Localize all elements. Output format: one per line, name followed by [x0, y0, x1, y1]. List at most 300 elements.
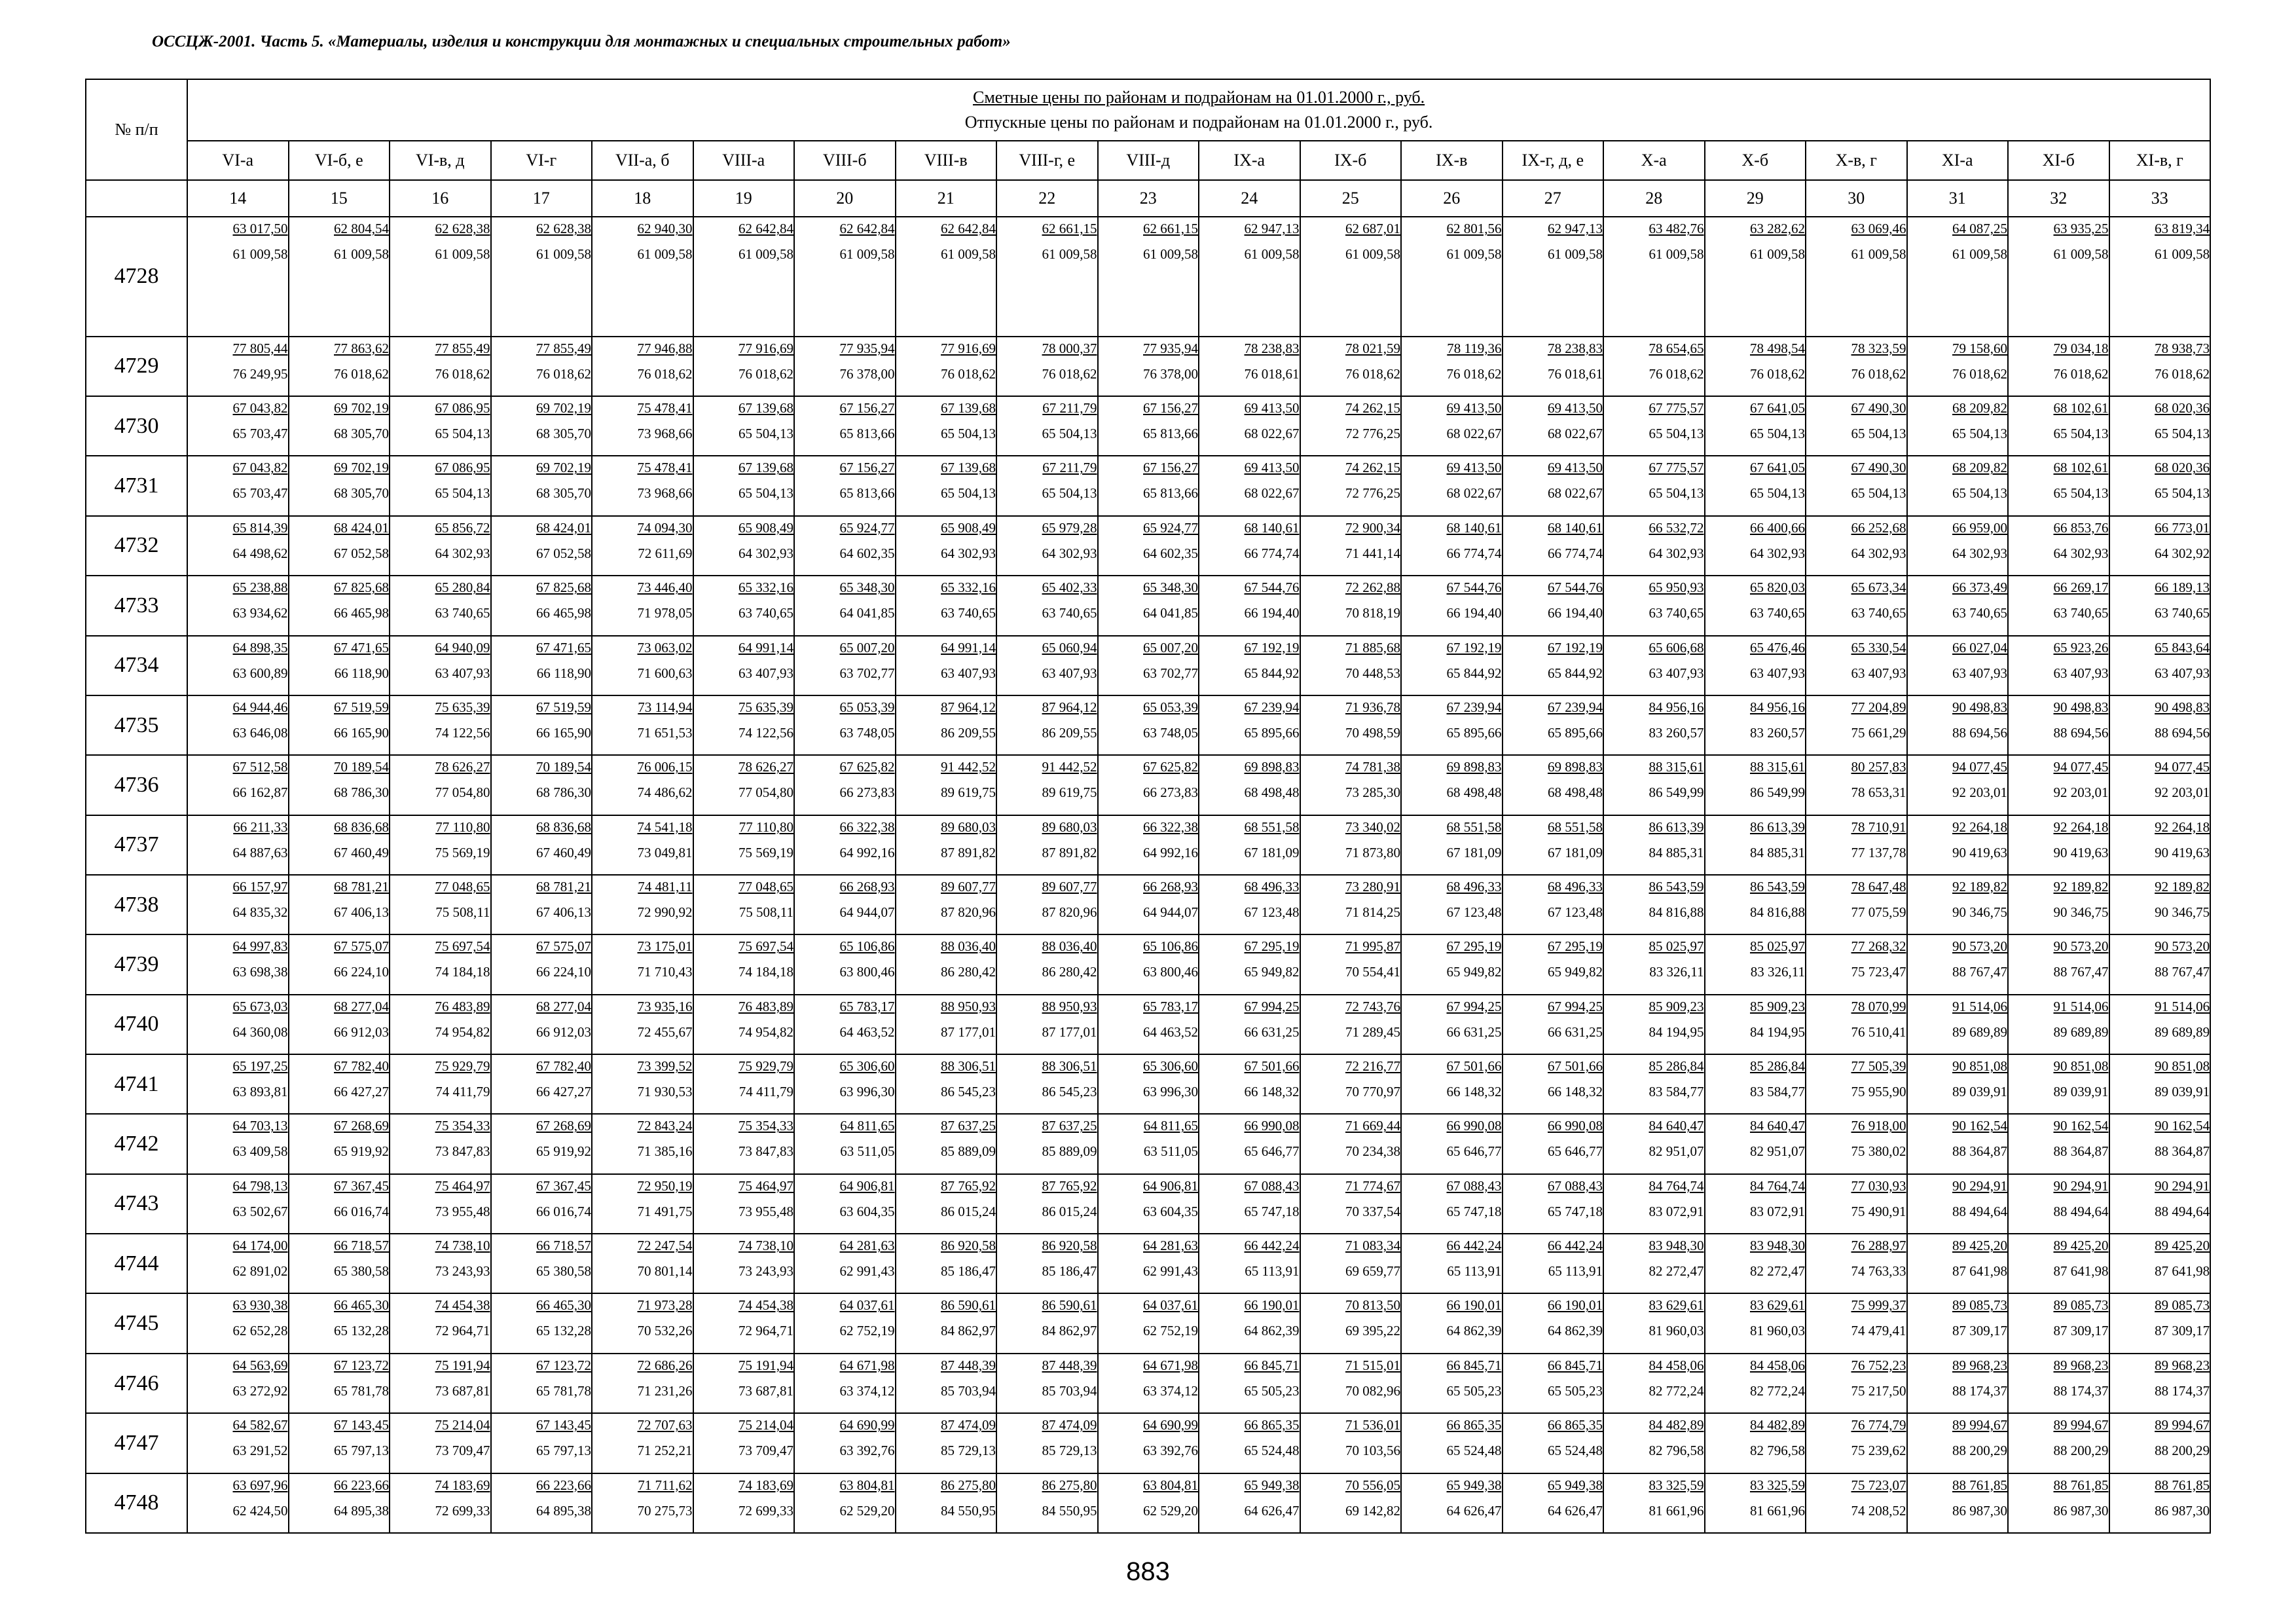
- column-index: 26: [1401, 180, 1503, 217]
- price-cell: [1098, 755, 1199, 815]
- price-cell: [896, 337, 997, 396]
- estimated-price: 66 442,24: [1446, 1238, 1502, 1254]
- estimated-price: 64 281,63: [1143, 1238, 1198, 1254]
- estimated-price: 68 424,01: [536, 519, 591, 536]
- estimated-price: 70 189,54: [536, 759, 591, 775]
- release-price: 82 796,58: [1750, 1443, 1805, 1459]
- release-price: 63 740,65: [738, 605, 793, 621]
- estimated-price: 77 110,80: [435, 819, 490, 835]
- estimated-price: 63 804,81: [839, 1477, 895, 1493]
- estimated-price: 90 851,08: [1952, 1058, 2007, 1075]
- estimated-price: 65 330,54: [1851, 639, 1906, 655]
- release-price: 63 800,46: [1143, 964, 1198, 980]
- release-price: 63 600,89: [232, 665, 288, 681]
- release-price: 65 813,66: [839, 426, 895, 442]
- release-price: 63 272,92: [232, 1382, 288, 1399]
- estimated-price: 87 474,09: [941, 1417, 996, 1433]
- price-cell: [2008, 1413, 2109, 1473]
- release-price: 89 039,91: [2053, 1084, 2109, 1100]
- release-price: 81 960,03: [1649, 1323, 1704, 1339]
- estimated-price: 63 697,96: [232, 1477, 288, 1493]
- release-price: 87 309,17: [2155, 1323, 2210, 1339]
- release-price: 86 987,30: [2155, 1502, 2210, 1519]
- estimated-price: 67 086,95: [435, 400, 490, 416]
- price-cell: [1806, 815, 1907, 875]
- release-price: 76 018,62: [1952, 365, 2007, 382]
- price-cell: [1199, 1354, 1300, 1413]
- estimated-price: 90 573,20: [2155, 938, 2210, 955]
- row-number: 4730: [86, 396, 187, 456]
- price-cell: [1098, 1473, 1199, 1533]
- release-price: 87 820,96: [941, 904, 996, 920]
- column-index: 17: [491, 180, 592, 217]
- release-price: 87 309,17: [2053, 1323, 2109, 1339]
- estimated-price: 79 034,18: [2053, 340, 2109, 356]
- price-cell: [1907, 1293, 2009, 1353]
- price-cell: [2008, 576, 2109, 635]
- estimated-price: 89 425,20: [2155, 1238, 2210, 1254]
- estimated-price: 66 322,38: [1143, 819, 1198, 835]
- release-price: 65 504,13: [435, 485, 490, 502]
- price-cell: [2109, 516, 2211, 576]
- release-price: 65 504,13: [2155, 485, 2210, 502]
- release-price: 71 814,25: [1345, 904, 1400, 920]
- release-price: 71 651,53: [637, 724, 693, 741]
- estimated-price: 75 929,79: [435, 1058, 490, 1075]
- release-price: 61 009,58: [1952, 246, 2007, 262]
- price-cell: [289, 396, 390, 456]
- table-row: [86, 755, 2210, 815]
- estimated-price: 66 400,66: [1750, 519, 1805, 536]
- estimated-price: 66 718,57: [536, 1238, 591, 1254]
- release-price: 64 602,35: [839, 545, 895, 561]
- price-cell: [2008, 755, 2109, 815]
- release-price: 61 009,58: [1548, 246, 1603, 262]
- estimated-price: 88 036,40: [941, 938, 996, 955]
- release-price: 66 631,25: [1548, 1024, 1603, 1040]
- release-price: 66 631,25: [1446, 1024, 1502, 1040]
- price-cell: [794, 396, 896, 456]
- release-price: 71 710,43: [637, 964, 693, 980]
- estimated-price: 70 189,54: [334, 759, 389, 775]
- release-price: 87 820,96: [1042, 904, 1097, 920]
- price-cell: [1603, 516, 1705, 576]
- table-row: [86, 1234, 2210, 1293]
- release-price: 88 767,47: [2155, 964, 2210, 980]
- release-price: 86 280,42: [941, 964, 996, 980]
- estimated-price: 66 322,38: [839, 819, 895, 835]
- release-price: 88 200,29: [2053, 1443, 2109, 1459]
- estimated-price: 62 947,13: [1244, 221, 1300, 236]
- estimated-price: 71 711,62: [638, 1477, 693, 1493]
- release-price: 67 460,49: [536, 844, 591, 860]
- release-price: 65 113,91: [1447, 1263, 1502, 1280]
- estimated-price: 83 629,61: [1649, 1297, 1704, 1314]
- estimated-price: 67 211,79: [1042, 460, 1097, 476]
- estimated-price: 67 192,19: [1244, 639, 1300, 655]
- price-cell: [794, 456, 896, 515]
- estimated-price: 65 348,30: [839, 580, 895, 596]
- release-price: 73 955,48: [738, 1203, 793, 1219]
- price-cell: [1705, 576, 1806, 635]
- release-price: 65 505,23: [1244, 1382, 1300, 1399]
- price-cell: [289, 1354, 390, 1413]
- estimated-price: 77 505,39: [1851, 1058, 1906, 1075]
- estimated-price: 67 825,68: [536, 580, 591, 596]
- estimated-price: 69 413,50: [1244, 400, 1300, 416]
- release-price: 71 873,80: [1345, 844, 1400, 860]
- release-price: 68 305,70: [536, 485, 591, 502]
- release-price: 64 887,63: [232, 844, 288, 860]
- table-row: [86, 217, 2210, 337]
- price-cell: [693, 1354, 795, 1413]
- estimated-price: 83 948,30: [1750, 1238, 1805, 1254]
- estimated-price: 84 458,06: [1750, 1357, 1805, 1373]
- release-price: 66 016,74: [334, 1203, 389, 1219]
- release-price: 70 337,54: [1345, 1203, 1400, 1219]
- release-price: 82 796,58: [1649, 1443, 1704, 1459]
- estimated-price: 75 478,41: [637, 400, 693, 416]
- price-cell: [1705, 755, 1806, 815]
- release-price: 67 460,49: [334, 844, 389, 860]
- price-cell: [1199, 1054, 1300, 1114]
- release-price: 63 800,46: [839, 964, 895, 980]
- estimated-price: 67 295,19: [1244, 938, 1300, 955]
- region-column-header: IX-г, д, е: [1503, 141, 1604, 180]
- price-cell: [2109, 217, 2211, 337]
- estimated-price: 65 783,17: [1143, 998, 1198, 1014]
- estimated-price: 86 920,58: [941, 1238, 996, 1254]
- estimated-price: 62 661,15: [1042, 221, 1097, 236]
- release-price: 88 364,87: [2053, 1143, 2109, 1160]
- release-price: 67 123,48: [1548, 904, 1603, 920]
- estimated-price: 65 949,38: [1548, 1477, 1603, 1493]
- estimated-price: 62 642,84: [839, 221, 895, 236]
- price-cell: [1199, 1293, 1300, 1353]
- price-cell: [996, 1293, 1098, 1353]
- price-cell: [1300, 217, 1402, 337]
- release-price: 74 486,62: [637, 784, 693, 801]
- release-price: 76 018,62: [2155, 365, 2210, 382]
- estimated-price: 87 765,92: [941, 1177, 996, 1194]
- price-cell: [1806, 217, 1907, 337]
- price-cell: [1705, 815, 1806, 875]
- price-cell: [491, 516, 592, 576]
- region-column-header: X-а: [1603, 141, 1705, 180]
- release-price: 87 641,98: [1952, 1263, 2007, 1280]
- price-cell: [1300, 516, 1402, 576]
- release-price: 65 949,82: [1446, 964, 1502, 980]
- price-cell: [2109, 576, 2211, 635]
- release-price: 65 504,13: [1750, 426, 1805, 442]
- release-price: 74 184,18: [738, 964, 793, 980]
- price-cell: [1907, 995, 2009, 1054]
- price-cell: [390, 875, 491, 934]
- price-cell: [187, 636, 289, 695]
- price-cell: [896, 1293, 997, 1353]
- price-cell: [1503, 456, 1604, 515]
- release-price: 66 118,90: [536, 665, 591, 681]
- price-cell: [1503, 995, 1604, 1054]
- price-cell: [1806, 875, 1907, 934]
- estimated-price: 90 162,54: [2053, 1118, 2109, 1134]
- estimated-price: 87 964,12: [1042, 699, 1097, 715]
- release-price: 90 419,63: [2053, 844, 2109, 860]
- row-number: 4732: [86, 516, 187, 576]
- estimated-price: 63 017,50: [232, 221, 288, 236]
- estimated-price: 62 661,15: [1143, 221, 1198, 236]
- price-cell: [1603, 217, 1705, 337]
- price-cell: [1603, 1354, 1705, 1413]
- price-cell: [491, 995, 592, 1054]
- price-cell: [2109, 1114, 2211, 1173]
- release-price: 64 602,35: [1143, 545, 1198, 561]
- estimated-price: 68 781,21: [334, 878, 389, 895]
- price-cell: [996, 1054, 1098, 1114]
- price-cell: [794, 1174, 896, 1234]
- release-price: 64 463,52: [839, 1024, 895, 1040]
- release-price: 84 194,95: [1649, 1024, 1704, 1040]
- estimated-price: 67 268,69: [334, 1118, 389, 1134]
- price-cell: [491, 1234, 592, 1293]
- price-cell: [1098, 396, 1199, 456]
- estimated-price: 66 845,71: [1446, 1357, 1502, 1373]
- release-price: 77 054,80: [738, 784, 793, 801]
- price-cell: [592, 516, 693, 576]
- estimated-price: 86 613,39: [1649, 819, 1704, 835]
- release-price: 88 200,29: [1952, 1443, 2007, 1459]
- table-row: [86, 1114, 2210, 1173]
- release-price: 74 122,56: [738, 724, 793, 741]
- release-price: 68 786,30: [334, 784, 389, 801]
- estimated-price: 74 183,69: [435, 1477, 490, 1493]
- release-price: 70 554,41: [1345, 964, 1400, 980]
- table-row: [86, 516, 2210, 576]
- price-cell: [187, 337, 289, 396]
- estimated-price: 92 189,82: [2155, 878, 2210, 895]
- estimated-price: 63 819,34: [2155, 221, 2210, 236]
- release-price: 86 209,55: [1042, 724, 1097, 741]
- estimated-price: 78 021,59: [1345, 340, 1400, 356]
- estimated-price: 88 761,85: [1952, 1477, 2007, 1493]
- estimated-price: 76 288,97: [1851, 1238, 1906, 1254]
- release-price: 86 987,30: [1952, 1502, 2007, 1519]
- release-price: 75 569,19: [738, 844, 793, 860]
- price-cell: [2008, 1114, 2109, 1173]
- price-cell: [2008, 695, 2109, 755]
- price-cell: [1401, 636, 1503, 695]
- price-cell: [693, 1234, 795, 1293]
- estimated-price: 64 690,99: [839, 1417, 895, 1433]
- release-price: 88 174,37: [1952, 1382, 2007, 1399]
- price-cell: [1503, 396, 1604, 456]
- release-price: 89 619,75: [1042, 784, 1097, 801]
- release-price: 90 346,75: [2155, 904, 2210, 920]
- release-price: 64 302,93: [435, 545, 490, 561]
- release-price: 88 494,64: [1952, 1203, 2007, 1219]
- release-price: 61 009,58: [334, 246, 389, 262]
- estimated-price: 67 367,45: [536, 1177, 591, 1194]
- estimated-price: 67 471,65: [536, 639, 591, 655]
- price-cell: [390, 1114, 491, 1173]
- estimated-price: 74 541,18: [637, 819, 693, 835]
- estimated-price: 65 856,72: [435, 519, 490, 536]
- price-cell: [1098, 516, 1199, 576]
- release-price: 65 504,13: [1851, 485, 1906, 502]
- estimated-price: 78 070,99: [1851, 998, 1906, 1014]
- release-price: 64 302,93: [1042, 545, 1097, 561]
- price-cell: [996, 1234, 1098, 1293]
- price-cell: [390, 934, 491, 994]
- release-price: 72 964,71: [435, 1323, 490, 1339]
- release-price: 68 022,67: [1446, 426, 1502, 442]
- estimated-price: 66 252,68: [1851, 519, 1906, 536]
- price-cell: [592, 576, 693, 635]
- estimated-price: 68 781,21: [536, 878, 591, 895]
- row-number: 4733: [86, 576, 187, 635]
- release-price: 63 407,93: [1851, 665, 1906, 681]
- region-column-header: XI-б: [2008, 141, 2109, 180]
- release-price: 75 955,90: [1851, 1084, 1906, 1100]
- release-price: 62 991,43: [839, 1263, 895, 1280]
- estimated-price: 89 994,67: [1952, 1417, 2007, 1433]
- release-price: 63 604,35: [839, 1203, 895, 1219]
- estimated-price: 67 139,68: [738, 460, 793, 476]
- price-cell: [1503, 576, 1604, 635]
- release-price: 61 009,58: [1244, 246, 1300, 262]
- price-cell: [1603, 576, 1705, 635]
- estimated-price: 73 935,16: [637, 998, 693, 1014]
- price-cell: [794, 516, 896, 576]
- estimated-price: 83 948,30: [1649, 1238, 1704, 1254]
- price-cell: [390, 516, 491, 576]
- estimated-price: 62 628,38: [435, 221, 490, 236]
- price-cell: [693, 1293, 795, 1353]
- estimated-price: 67 544,76: [1446, 580, 1502, 596]
- estimated-price: 86 590,61: [941, 1297, 996, 1314]
- estimated-price: 78 938,73: [2155, 340, 2210, 356]
- price-cell: [187, 1354, 289, 1413]
- price-cell: [1603, 337, 1705, 396]
- release-price: 63 740,65: [1750, 605, 1805, 621]
- price-cell: [2008, 1473, 2109, 1533]
- release-price: 61 009,58: [2155, 246, 2210, 262]
- estimated-price: 74 262,15: [1345, 460, 1400, 476]
- estimated-price: 66 532,72: [1649, 519, 1704, 536]
- release-price: 65 646,77: [1446, 1143, 1502, 1160]
- estimated-price: 65 280,84: [435, 580, 490, 596]
- estimated-price: 67 471,65: [334, 639, 389, 655]
- price-cell: [491, 217, 592, 337]
- release-price: 65 504,13: [1649, 426, 1704, 442]
- price-cell: [2008, 1174, 2109, 1234]
- estimated-price: 74 454,38: [435, 1297, 490, 1314]
- release-price: 71 930,53: [637, 1084, 693, 1100]
- price-cell: [2109, 875, 2211, 934]
- estimated-price: 66 442,24: [1244, 1238, 1300, 1254]
- release-price: 73 847,83: [738, 1143, 793, 1160]
- release-price: 75 569,19: [435, 844, 490, 860]
- price-cell: [289, 456, 390, 515]
- release-price: 61 009,58: [536, 246, 591, 262]
- price-cell: [1300, 1174, 1402, 1234]
- release-price: 63 407,93: [1952, 665, 2007, 681]
- price-cell: [2109, 396, 2211, 456]
- estimated-price: 72 707,63: [637, 1417, 693, 1433]
- price-cell: [2109, 755, 2211, 815]
- price-cell: [1098, 1354, 1199, 1413]
- price-cell: [996, 516, 1098, 576]
- price-cell: [693, 815, 795, 875]
- price-cell: [1705, 337, 1806, 396]
- price-cell: [996, 396, 1098, 456]
- estimated-price: 77 916,69: [738, 340, 793, 356]
- release-price: 65 895,66: [1446, 724, 1502, 741]
- price-cell: [1806, 934, 1907, 994]
- release-price: 64 862,39: [1244, 1323, 1300, 1339]
- estimated-price: 66 773,01: [2155, 519, 2210, 536]
- price-cell: [896, 815, 997, 875]
- price-cell: [1300, 337, 1402, 396]
- price-cell: [491, 934, 592, 994]
- price-cell: [693, 875, 795, 934]
- column-index: 18: [592, 180, 693, 217]
- release-price: 63 409,58: [232, 1143, 288, 1160]
- release-price: 63 893,81: [232, 1084, 288, 1100]
- release-price: 73 968,66: [637, 426, 693, 442]
- estimated-price: 75 723,07: [1851, 1477, 1906, 1493]
- estimated-price: 63 804,81: [1143, 1477, 1198, 1493]
- estimated-price: 67 519,59: [334, 699, 389, 715]
- estimated-price: 64 037,61: [839, 1297, 895, 1314]
- estimated-price: 65 060,94: [1042, 639, 1097, 655]
- column-index: 15: [289, 180, 390, 217]
- table-row: [86, 1293, 2210, 1353]
- price-cell: [794, 337, 896, 396]
- price-cell: [187, 576, 289, 635]
- estimated-price: 91 514,06: [1952, 998, 2007, 1014]
- region-column-header: VIII-д: [1098, 141, 1199, 180]
- estimated-price: 73 280,91: [1345, 878, 1400, 895]
- estimated-price: 67 367,45: [334, 1177, 389, 1194]
- release-price: 65 504,13: [2155, 426, 2210, 442]
- release-price: 89 689,89: [2053, 1024, 2109, 1040]
- release-price: 70 801,14: [637, 1263, 693, 1280]
- estimated-price: 87 637,25: [1042, 1118, 1097, 1134]
- price-cell: [896, 636, 997, 695]
- estimated-price: 67 211,79: [1042, 400, 1097, 416]
- estimated-price: 69 898,83: [1548, 759, 1603, 775]
- estimated-price: 66 865,35: [1548, 1417, 1603, 1433]
- price-cell: [187, 934, 289, 994]
- estimated-price: 77 863,62: [334, 340, 389, 356]
- release-price: 67 181,09: [1446, 844, 1502, 860]
- release-price: 70 498,59: [1345, 724, 1400, 741]
- release-price: 75 239,62: [1851, 1443, 1906, 1459]
- estimated-price: 67 088,43: [1446, 1177, 1502, 1194]
- release-price: 65 844,92: [1446, 665, 1502, 681]
- price-cell: [390, 995, 491, 1054]
- price-cell: [491, 755, 592, 815]
- release-price: 66 465,98: [334, 605, 389, 621]
- release-price: 65 781,78: [536, 1382, 591, 1399]
- price-cell: [896, 934, 997, 994]
- estimated-price: 66 990,08: [1548, 1118, 1603, 1134]
- price-cell: [1098, 1293, 1199, 1353]
- price-cell: [390, 1174, 491, 1234]
- release-price: 66 194,40: [1548, 605, 1603, 621]
- price-cell: [390, 1054, 491, 1114]
